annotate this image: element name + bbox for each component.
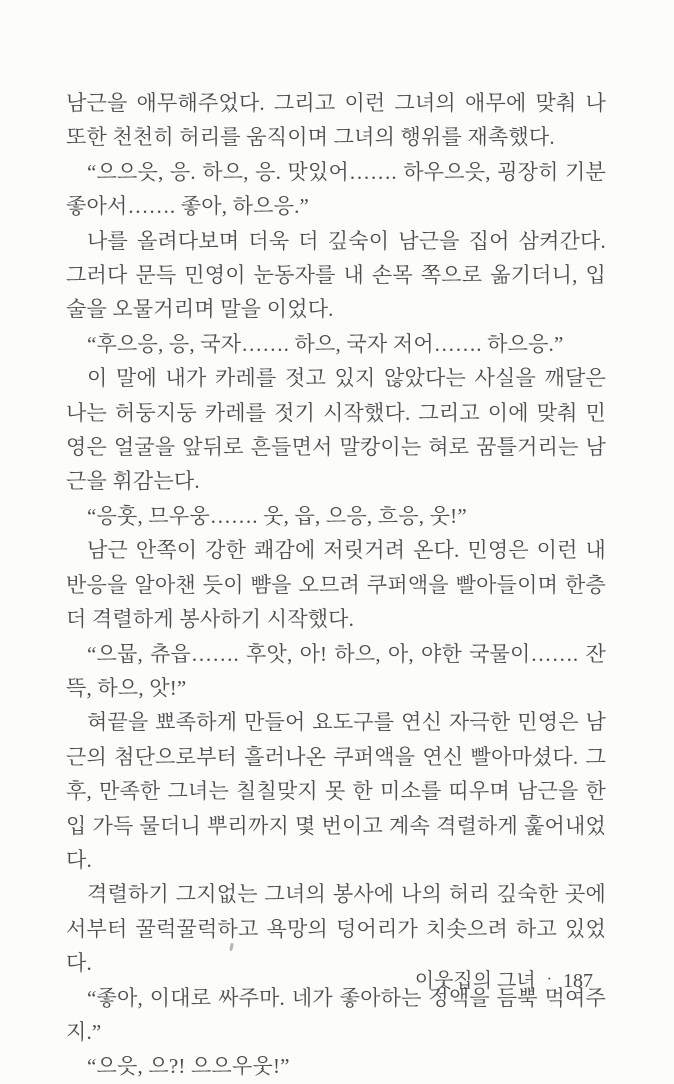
paragraph: “응훗, 므우웅……. 웃, 읍, 으응, 흐응, 웃!” xyxy=(87,503,467,528)
paragraph: 혀끝을 뾰족하게 만들어 요도구를 연신 자극한 민영은 남근의 첨단으로부터 흘러나온 쿠퍼액을 연신 빨아마셨다. 그 후, 만족한 그녀는 칠칠맞지 못 한 미소를 띠우며 남근을 한 입 가득 물더니 뿌리까지 몇 번이고 계속 격렬하게 훑어내었다. xyxy=(66,710,606,872)
page-text xyxy=(66,86,606,1084)
footer-book-title: 이웃집의 그녀 xyxy=(414,970,536,992)
paragraph: “좋아, 이대로 싸주마. 네가 좋아하는 정액을 듬뿍 먹여주지.” xyxy=(66,985,606,1044)
footer-separator-dot: · xyxy=(546,971,552,988)
paragraph: 남근을 애무해주었다. 그리고 이런 그녀의 애무에 맞춰 나 또한 천천히 허리를 움직이며 그녀의 행위를 재촉했다. xyxy=(66,91,606,150)
page-footer xyxy=(415,969,593,993)
paragraph: 나를 올려다보며 더욱 더 깊숙이 남근을 집어 삼켜간다. 그러다 문득 민영이 눈동자를 내 손목 쪽으로 옮기더니, 입술을 오물거리며 말을 이었다. xyxy=(66,228,606,322)
footer-page-number: 187 xyxy=(563,970,593,992)
paragraph: “으읏, 으?! 으으우웃!” xyxy=(87,1054,290,1079)
paragraph: “후으응, 응, 국자……. 하으, 국자 저어……. 하으응.” xyxy=(87,331,564,356)
paragraph: 이 말에 내가 카레를 젓고 있지 않았다는 사실을 깨달은 나는 허둥지둥 카레를 젓기 시작했다. 그리고 이에 맞춰 민영은 얼굴을 앞뒤로 흔들면서 말캉이는 혀로 꿈틀거리는 남근을 휘감는다. xyxy=(66,366,606,494)
paragraph: “으으읏, 응. 하으, 응. 맛있어……. 하우으읏, 굉장히 기분 좋아서……. 좋아, 하으응.” xyxy=(66,159,606,219)
paragraph: 격렬하기 그지없는 그녀의 봉사에 나의 허리 깊숙한 곳에서부터 꿀럭꿀럭하고 욕망의 덩어리가 치솟으려 하고 있었다. xyxy=(66,882,606,976)
paragraph: “으뭅, 츄읍……. 후앗, 아! 하으, 아, 야한 국물이……. 잔뜩, 하으, 앗!” xyxy=(66,641,606,700)
paragraph: 남근 안쪽이 강한 쾌감에 저릿거려 온다. 민영은 이런 내 반응을 알아챈 듯이 뺨을 오므려 쿠퍼액을 빨아들이며 한층 더 격렬하게 봉사하기 시작했다. xyxy=(66,538,606,632)
